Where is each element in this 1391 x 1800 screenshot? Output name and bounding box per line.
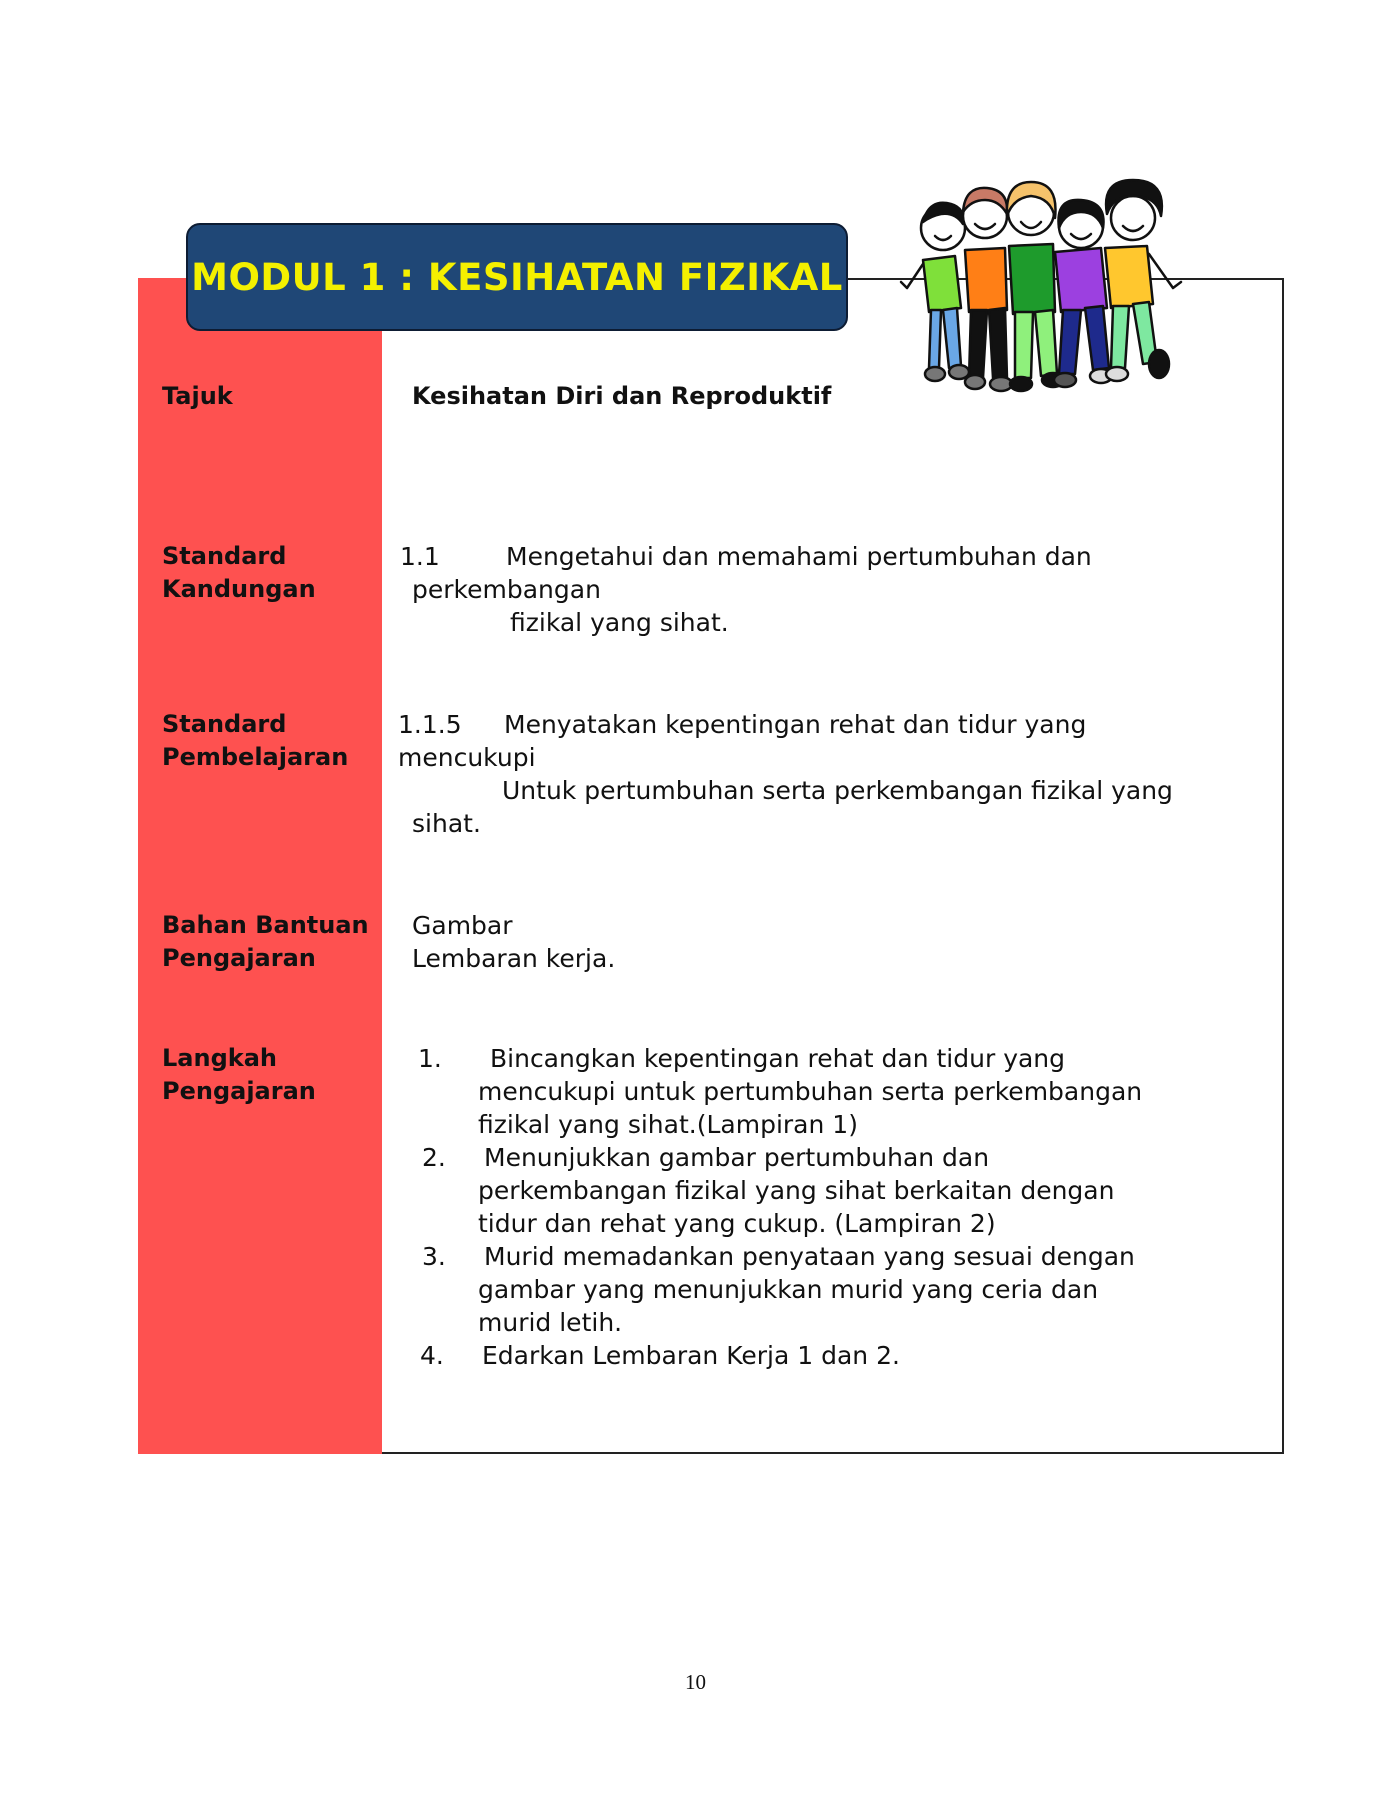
standard-pembelajaran-line: Untuk pertumbuhan serta perkembangan fizikal yang [502, 776, 1173, 805]
label-standard-pembelajaran: Standard Pembelajaran [162, 710, 349, 771]
step-line: Edarkan Lembaran Kerja 1 dan 2. [482, 1341, 900, 1370]
label-standard-kandungan: Standard Kandungan [162, 542, 316, 603]
group-of-children-icon [895, 178, 1247, 418]
module-title: MODUL 1 : KESIHATAN FIZIKAL [191, 255, 843, 299]
step-line: Bincangkan kepentingan rehat dan tidur yang [490, 1044, 1066, 1073]
standard-kandungan-number: 1.1 [400, 542, 440, 571]
step-line: tidur dan rehat yang cukup. (Lampiran 2) [478, 1209, 996, 1238]
step-line: murid letih. [478, 1308, 623, 1337]
list-item [412, 1339, 1142, 1372]
module-banner [186, 223, 848, 331]
step-line: fizikal yang sihat.(Lampiran 1) [478, 1110, 858, 1139]
standard-pembelajaran-number: 1.1.5 [398, 710, 462, 739]
step-line: mencukupi untuk pertumbuhan serta perkembangan [478, 1077, 1143, 1106]
standard-kandungan-line: perkembangan [412, 575, 601, 604]
step-line: gambar yang menunjukkan murid yang ceria dan [478, 1275, 1099, 1304]
step-line: Menunjukkan gambar pertumbuhan dan [484, 1143, 990, 1172]
list-item [412, 1240, 1142, 1339]
label-bahan-bantuan: Bahan Bantuan Pengajaran [162, 911, 369, 972]
label-tajuk: Tajuk [162, 382, 233, 410]
langkah-steps [412, 1042, 1142, 1372]
step-line: perkembangan fizikal yang sihat berkaitan dengan [478, 1176, 1115, 1205]
step-number: 4. [420, 1341, 444, 1370]
label-langkah: Langkah Pengajaran [162, 1044, 316, 1105]
step-line: Murid memadankan penyataan yang sesuai dengan [484, 1242, 1135, 1271]
list-item [412, 1042, 1142, 1141]
page-number: 10 [685, 1670, 706, 1694]
standard-kandungan-line: Mengetahui dan memahami pertumbuhan dan [506, 542, 1092, 571]
list-item [412, 1141, 1142, 1240]
standard-pembelajaran-line: sihat. [412, 809, 481, 838]
standard-kandungan-line: fizikal yang sihat. [510, 608, 729, 637]
step-number: 3. [422, 1242, 446, 1271]
standard-pembelajaran-line: mencukupi [398, 743, 536, 772]
standard-pembelajaran-line: Menyatakan kepentingan rehat dan tidur yang [504, 710, 1087, 739]
label-column [138, 278, 382, 1454]
step-number: 2. [422, 1143, 446, 1172]
step-number: 1. [418, 1044, 442, 1073]
bahan-item: Lembaran kerja. [412, 944, 616, 973]
bahan-item: Gambar [412, 911, 513, 940]
tajuk-value: Kesihatan Diri dan Reproduktif [412, 382, 832, 410]
